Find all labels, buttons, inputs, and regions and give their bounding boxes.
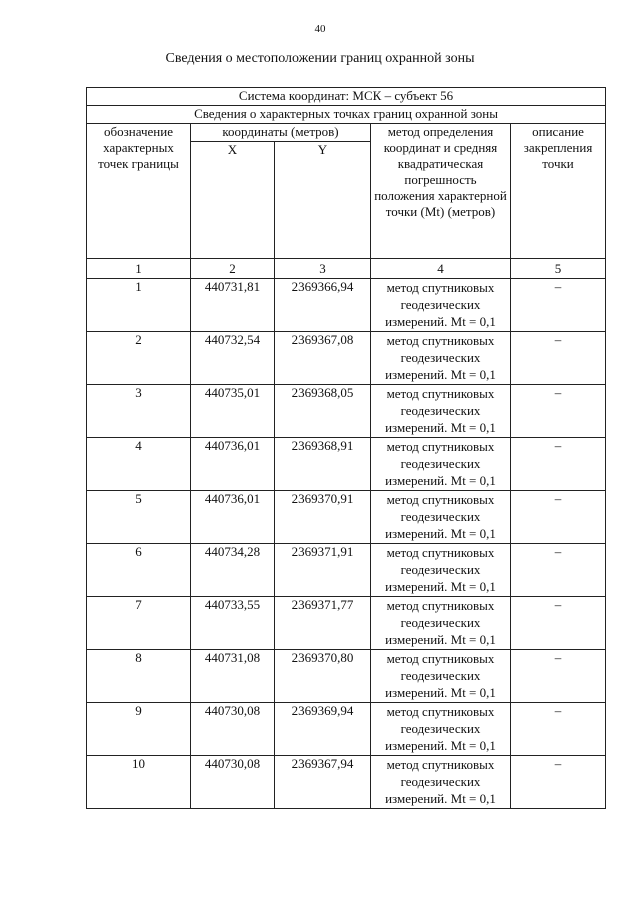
x-coordinate-cell: 440736,01 xyxy=(191,491,275,544)
method-cell: метод спутниковых геодезических измерений. Mt = 0,1 xyxy=(371,756,511,809)
method-cell: метод спутниковых геодезических измерений. Mt = 0,1 xyxy=(371,597,511,650)
y-coordinate-cell: 2369370,80 xyxy=(275,650,371,703)
description-cell: – xyxy=(511,332,606,385)
y-coordinate-cell: 2369369,94 xyxy=(275,703,371,756)
description-cell: – xyxy=(511,756,606,809)
description-cell: – xyxy=(511,385,606,438)
method-cell: метод спутниковых геодезических измерений. Mt = 0,1 xyxy=(371,279,511,332)
table-row xyxy=(87,332,606,385)
point-number-cell: 1 xyxy=(87,279,191,332)
header-y: Y xyxy=(275,142,371,259)
y-coordinate-cell: 2369370,91 xyxy=(275,491,371,544)
y-coordinate-cell: 2369368,91 xyxy=(275,438,371,491)
point-number-cell: 10 xyxy=(87,756,191,809)
point-number-cell: 8 xyxy=(87,650,191,703)
document-title: Сведения о местоположении границ охранной зоны xyxy=(165,51,475,66)
table-row xyxy=(87,491,606,544)
column-numbers-row xyxy=(87,259,606,279)
description-cell: – xyxy=(511,544,606,597)
header-coordinates: координаты (метров) xyxy=(191,124,371,142)
description-cell: – xyxy=(511,491,606,544)
method-cell: метод спутниковых геодезических измерений. Mt = 0,1 xyxy=(371,438,511,491)
point-number-cell: 3 xyxy=(87,385,191,438)
y-coordinate-cell: 2369368,05 xyxy=(275,385,371,438)
method-cell: метод спутниковых геодезических измерений. Mt = 0,1 xyxy=(371,544,511,597)
x-coordinate-cell: 440734,28 xyxy=(191,544,275,597)
x-coordinate-cell: 440732,54 xyxy=(191,332,275,385)
point-number-cell: 4 xyxy=(87,438,191,491)
table-row xyxy=(87,756,606,809)
y-coordinate-cell: 2369371,77 xyxy=(275,597,371,650)
header-description: описание закрепления точки xyxy=(511,124,606,259)
description-cell: – xyxy=(511,703,606,756)
point-number-cell: 6 xyxy=(87,544,191,597)
column-number: 5 xyxy=(511,259,606,279)
coordinate-system-row xyxy=(87,88,606,106)
column-number: 2 xyxy=(191,259,275,279)
description-cell: – xyxy=(511,438,606,491)
method-cell: метод спутниковых геодезических измерений. Mt = 0,1 xyxy=(371,703,511,756)
y-coordinate-cell: 2369367,08 xyxy=(275,332,371,385)
y-coordinate-cell: 2369371,91 xyxy=(275,544,371,597)
method-cell: метод спутниковых геодезических измерений. Mt = 0,1 xyxy=(371,385,511,438)
table-row xyxy=(87,385,606,438)
point-number-cell: 5 xyxy=(87,491,191,544)
description-cell: – xyxy=(511,597,606,650)
header-method: метод определения координат и средняя квадратическая погрешность положения характерной точки (Mt) (метров) xyxy=(371,124,511,259)
column-number: 3 xyxy=(275,259,371,279)
column-number: 1 xyxy=(87,259,191,279)
x-coordinate-cell: 440733,55 xyxy=(191,597,275,650)
x-coordinate-cell: 440730,08 xyxy=(191,756,275,809)
y-coordinate-cell: 2369367,94 xyxy=(275,756,371,809)
method-cell: метод спутниковых геодезических измерений. Mt = 0,1 xyxy=(371,332,511,385)
points-info-cell: Сведения о характерных точках границ охранной зоны xyxy=(87,106,606,124)
table-row xyxy=(87,438,606,491)
table-row xyxy=(87,703,606,756)
x-coordinate-cell: 440736,01 xyxy=(191,438,275,491)
x-coordinate-cell: 440731,08 xyxy=(191,650,275,703)
point-number-cell: 9 xyxy=(87,703,191,756)
x-coordinate-cell: 440735,01 xyxy=(191,385,275,438)
header-designation: обозначение характерных точек границы xyxy=(87,124,191,259)
method-cell: метод спутниковых геодезических измерений. Mt = 0,1 xyxy=(371,650,511,703)
point-number-cell: 7 xyxy=(87,597,191,650)
header-x: X xyxy=(191,142,275,259)
boundary-points-table xyxy=(86,87,606,809)
table-row xyxy=(87,597,606,650)
point-number-cell: 2 xyxy=(87,332,191,385)
table-row xyxy=(87,544,606,597)
method-cell: метод спутниковых геодезических измерений. Mt = 0,1 xyxy=(371,491,511,544)
column-number: 4 xyxy=(371,259,511,279)
x-coordinate-cell: 440730,08 xyxy=(191,703,275,756)
page-number: 40 xyxy=(314,23,326,35)
header-row-main xyxy=(87,124,606,142)
points-info-row xyxy=(87,106,606,124)
y-coordinate-cell: 2369366,94 xyxy=(275,279,371,332)
x-coordinate-cell: 440731,81 xyxy=(191,279,275,332)
description-cell: – xyxy=(511,279,606,332)
description-cell: – xyxy=(511,650,606,703)
coordinate-system-cell: Система координат: МСК – субъект 56 xyxy=(87,88,606,106)
table-row xyxy=(87,279,606,332)
table-row xyxy=(87,650,606,703)
